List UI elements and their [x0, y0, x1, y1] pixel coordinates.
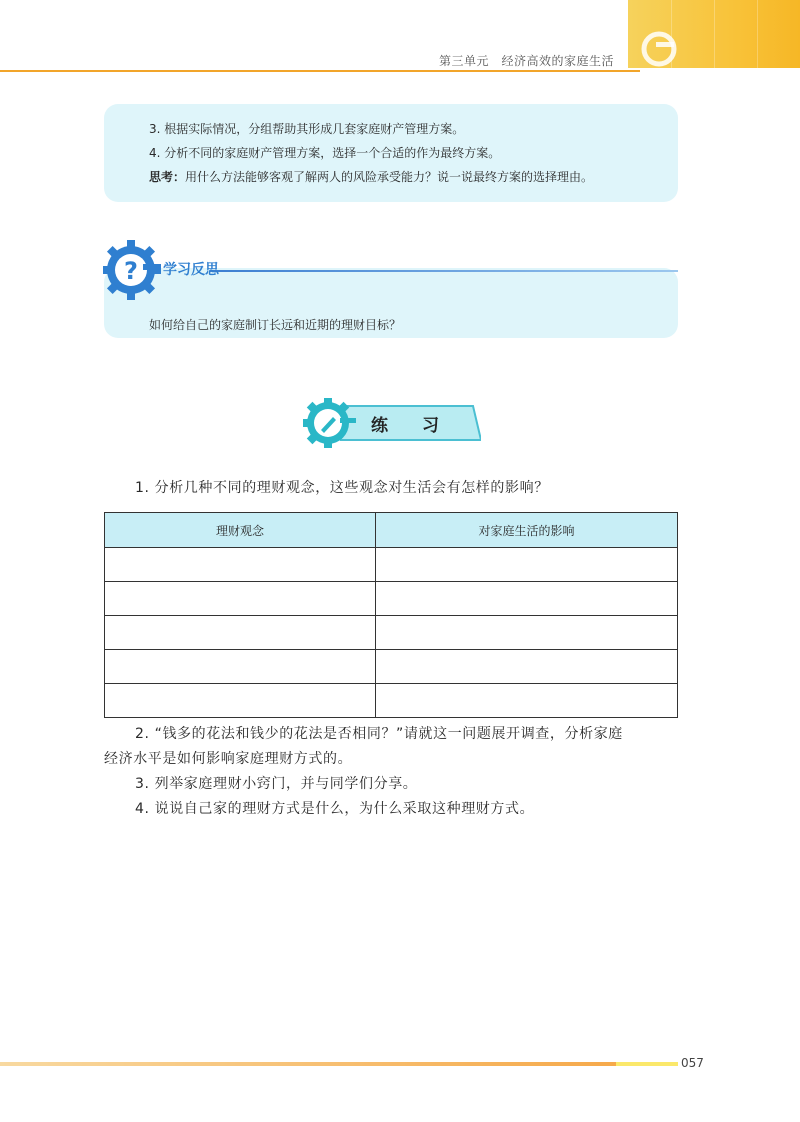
table-header-row [105, 513, 678, 548]
gear-logo-icon [638, 28, 680, 68]
table-cell [376, 616, 678, 650]
reflection-title: 学习反思 [163, 262, 219, 278]
practice-title: 练 习 [371, 416, 439, 436]
table-row [105, 548, 678, 582]
table-cell [376, 684, 678, 718]
question-4: 4. 说说自己家的理财方式是什么，为什么采取这种理财方式。 [135, 801, 535, 817]
chapter-title: 第三单元 经济高效的家庭生活 [438, 54, 614, 68]
page-header [0, 0, 800, 68]
table-header: 对家庭生活的影响 [376, 513, 678, 548]
page-number: 057 [681, 1056, 704, 1070]
question-3: 3. 列举家庭理财小窍门，并与同学们分享。 [135, 776, 418, 792]
header-rule [0, 70, 640, 72]
question-2: 2. “钱多的花法和钱少的花法是否相同？”请就这一问题展开调查，分析家庭 [135, 726, 623, 742]
question-1: 1. 分析几种不同的理财观念，这些观念对生活会有怎样的影响？ [135, 480, 549, 496]
table-cell [376, 650, 678, 684]
table-row [105, 684, 678, 718]
think-text: 用什么方法能够客观了解两人的风险承受能力？说一说最终方案的选择理由。 [185, 170, 594, 184]
footer-rule-accent [616, 1062, 678, 1066]
step-4: 4. 分析不同的家庭财产管理方案，选择一个合适的作为最终方案。 [149, 146, 501, 160]
svg-text:?: ? [124, 257, 138, 285]
table-cell [105, 650, 376, 684]
think-question [149, 168, 593, 185]
question-2-cont: 经济水平是如何影响家庭理财方式的。 [104, 751, 353, 767]
header-decoration [628, 0, 800, 68]
reflection-heading [103, 240, 263, 300]
table-cell [105, 684, 376, 718]
table-cell [376, 548, 678, 582]
practice-banner [303, 398, 481, 448]
table-row [105, 616, 678, 650]
table-cell [105, 582, 376, 616]
table-cell [376, 582, 678, 616]
table-header: 理财观念 [105, 513, 376, 548]
activity-box [104, 104, 678, 202]
analysis-table [104, 512, 678, 718]
table-row [105, 582, 678, 616]
think-label: 思考： [149, 170, 186, 184]
step-3: 3. 根据实际情况，分组帮助其形成几套家庭财产管理方案。 [149, 122, 465, 136]
reflection-rule [210, 270, 678, 272]
reflection-text: 如何给自己的家庭制订长远和近期的理财目标？ [149, 318, 402, 332]
table-cell [105, 548, 376, 582]
table-cell [105, 616, 376, 650]
table-row [105, 650, 678, 684]
footer-rule [0, 1062, 616, 1066]
